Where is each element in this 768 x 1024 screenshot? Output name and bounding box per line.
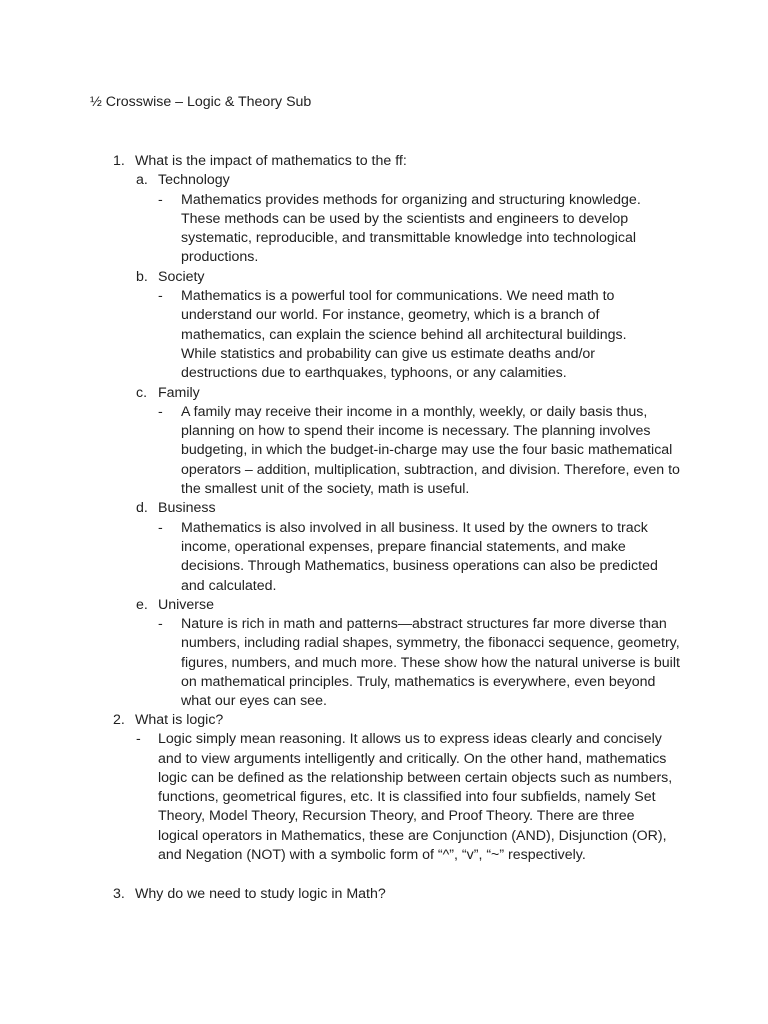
answer-logic: Logic simply mean reasoning. It allows us to express ideas clearly and concisely and to view arguments intelligently and critically. On the other hand, mathematics logic can be defined as the relationship between certain objects such as numbers, functions, geometrical figures, etc. It is classified into four subfields, namely Set Theory, Model Theory, Recursion Theory, and Proof Theory. There are three logical operators in Mathematics, these are Conjunction (AND), Disjunction (OR), and Negation (NOT) with a symbolic form of “^”, “v”, “~” respectively.	[158, 731, 673, 864]
question-number: 1.	[113, 153, 125, 169]
question-text: What is logic?	[135, 712, 224, 728]
answer-business: Mathematics is also involved in all business. It used by the owners to track income, operational expenses, prepare financial statements, and make decisions. Through Mathematics, business operations can also be predicted and calculated.	[181, 519, 658, 594]
bullet-dash: -	[158, 616, 163, 633]
bullet-dash: -	[158, 403, 163, 420]
subitem-marker: c.	[136, 384, 148, 401]
subitem-title-society: Society	[158, 268, 205, 285]
bullet-dash: -	[158, 288, 163, 305]
answer-universe: Nature is rich in math and patterns—abstract structures far more diverse than numbers, including radial shapes, symmetry, the fibonacci sequence, geometry, figures, numbers, and much more. These show how the natural universe is built on mathematical principles. Truly, mathematics is everywhere, even beyond what our eyes can see.	[181, 616, 680, 710]
subitem-title-universe: Universe	[158, 596, 214, 613]
subitem-marker: d.	[136, 500, 148, 517]
subitem-marker: b.	[136, 268, 148, 285]
question-text: What is the impact of mathematics to the ff:	[135, 153, 407, 169]
subitem-marker: a.	[136, 172, 148, 189]
subitem-title-technology: Technology	[158, 172, 230, 189]
question-number: 3.	[113, 886, 125, 902]
bullet-dash: -	[158, 519, 163, 536]
question-text: Why do we need to study logic in Math?	[135, 886, 386, 902]
answer-society: Mathematics is a powerful tool for communications. We need math to understand our world. For instance, geometry, which is a branch of mathematics, can explain the science behind all architectural buildings. While statistics and probability can give us estimate deaths and/or destructions due to earthquakes, typhoons, or any calamities.	[181, 288, 627, 382]
document-title: ½ Crosswise – Logic & Theory Sub	[90, 94, 312, 110]
subitem-title-business: Business	[158, 500, 216, 517]
subitem-marker: e.	[136, 596, 148, 613]
answer-family: A family may receive their income in a monthly, weekly, or daily basis thus, planning on how to spend their income is necessary. The planning involves budgeting, in which the budget-in-charge may use the four basic mathematical operators – addition, multiplication, subtraction, and division. Therefore, even to the smallest unit of the society, math is useful.	[181, 403, 680, 498]
bullet-dash: -	[158, 191, 163, 208]
bullet-dash: -	[136, 731, 141, 748]
subitem-title-family: Family	[158, 384, 200, 401]
answer-technology: Mathematics provides methods for organizing and structuring knowledge. These methods can be used by the scientists and engineers to develop systematic, reproducible, and transmittable knowledge into technological productions.	[181, 191, 641, 266]
question-number: 2.	[113, 712, 125, 728]
